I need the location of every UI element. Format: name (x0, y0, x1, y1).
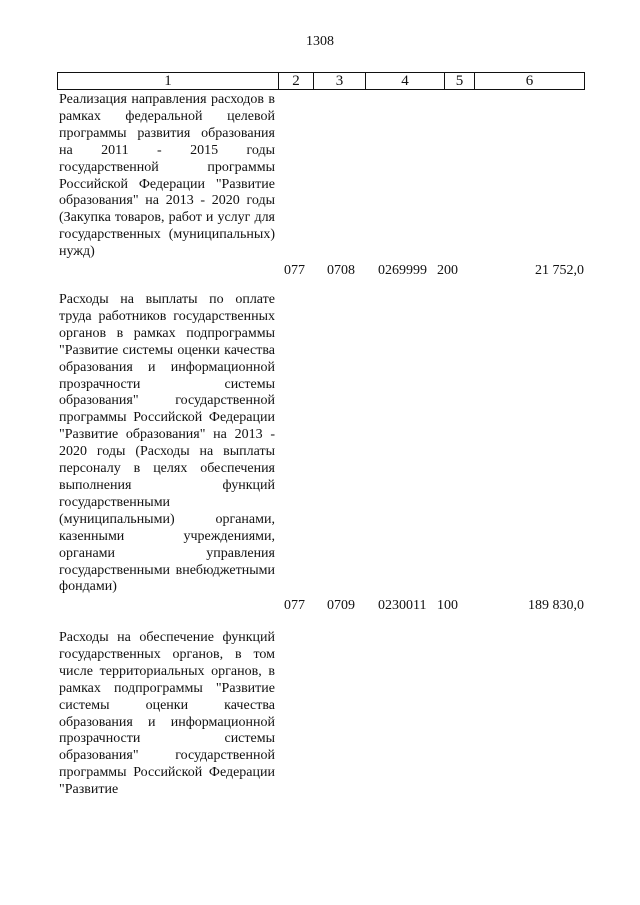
expense-type-code: 200 (437, 263, 458, 278)
row-description: Реализация направления расходов в рамках федеральной целевой программы развития образования на 2011 - 2015 годы государственной программы Российской Федерации "Развитие образования" на 2013 - 2020 годы (Закупка товаров, работ и услуг для государственных (муниципальных) нужд) (59, 92, 275, 260)
column-header-3: 3 (314, 73, 366, 90)
section-code: 0709 (327, 598, 355, 613)
section-code: 0708 (327, 263, 355, 278)
page-number: 1308 (306, 34, 334, 49)
column-header-row (58, 73, 585, 90)
admin-code: 077 (284, 263, 305, 278)
row-description: Расходы на обеспечение функций государственных органов, в том числе территориальных органов, в рамках подпрограммы "Развитие системы оценки качества образования и информационной прозрачности системы образования" государственной программы Российской Федерации "Развитие (59, 630, 275, 798)
column-header-5: 5 (445, 73, 475, 90)
amount: 189 830,0 (528, 598, 584, 613)
target-code: 0269999 (378, 263, 427, 278)
amount: 21 752,0 (535, 263, 584, 278)
row-description: Расходы на выплаты по оплате труда работников государственных органов в рамках подпрограммы "Развитие системы оценки качества образования и информационной прозрачности системы образования" государственной программы Российской Федерации "Развитие образования" на 2013 - 2020 годы (Расходы на выплаты персоналу в целях обеспечения выполнения функций государственными (муниципальными) органами, казенными учреждениями, органами управления государственными внебюджетными фондами) (59, 292, 275, 595)
column-header-4: 4 (366, 73, 445, 90)
column-header-table (57, 72, 585, 90)
column-header-2: 2 (279, 73, 314, 90)
column-header-1: 1 (58, 73, 279, 90)
admin-code: 077 (284, 598, 305, 613)
expense-type-code: 100 (437, 598, 458, 613)
column-header-6: 6 (475, 73, 585, 90)
target-code: 0230011 (378, 598, 427, 613)
